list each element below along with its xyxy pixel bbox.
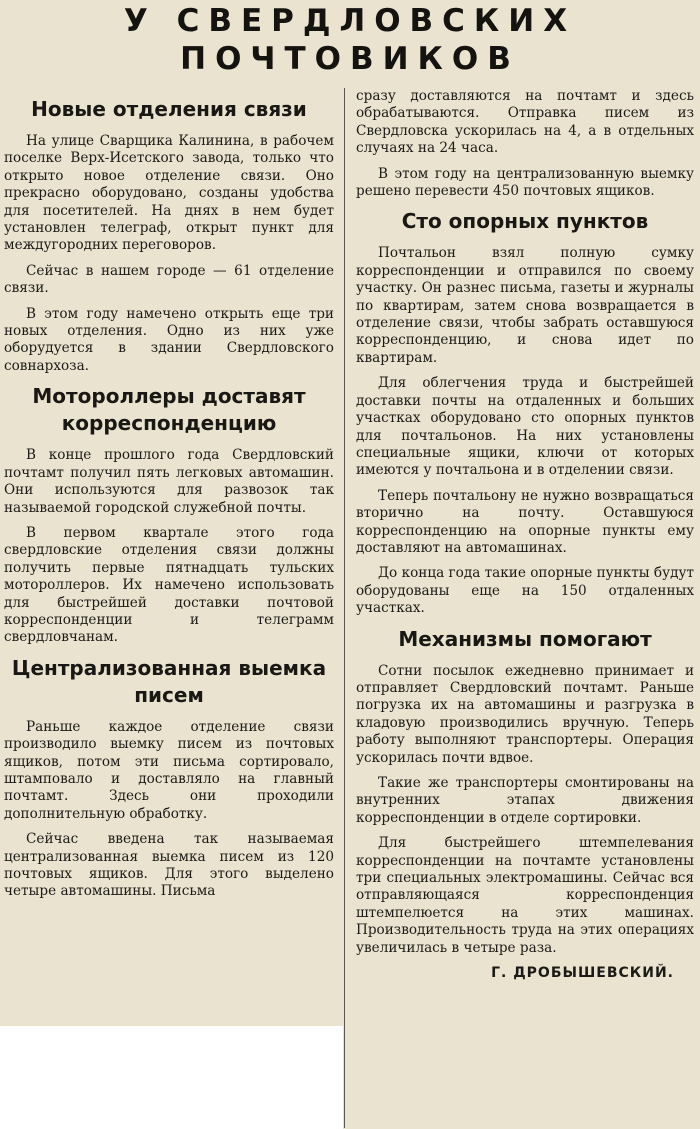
paragraph: Почтальон взял полную сумку корреспонденции и отправился по своему участку. Он разнес письма, газеты и журналы по квартирам, затем снова возвращается в отделение связи, чтобы забрать оставшуюся корреспонденцию, и снова идет по квартирам. (356, 245, 694, 366)
section-heading-support-points: Сто опорных пунктов (401, 209, 649, 234)
paragraph: Такие же транспортеры смонтированы на внутренних этапах движения корреспонденции в отделе сортировки. (356, 775, 694, 826)
clipping-cut-area (0, 1026, 343, 1129)
paragraph: В этом году на централизованную выемку решено перевести 450 почтовых ящиков. (356, 165, 694, 200)
paragraph: В конце прошлого года Свердловский почтамт получил пять легковых автомашин. Они используются для развозок так называемой городской служебной почты. (4, 447, 334, 516)
author-signature: Г. ДРОБЫШЕВСКИЙ. (491, 965, 674, 982)
column-divider (344, 88, 345, 1128)
paragraph: На улице Сварщика Калинина, в рабочем поселке Верх-Исетского завода, только что открыто новое отделение связи. Оно прекрасно оборудовано, созданы удобства для посетителей. На днях в нем будет установлен телеграф, открыт пункт для междугородних переговоров. (4, 133, 334, 254)
page-headline: У СВЕРДЛОВСКИХ ПОЧТОВИКОВ (123, 3, 577, 77)
paragraph: Сотни посылок ежедневно принимает и отправляет Свердловский почтамт. Раньше погрузка их на автомашины и разгрузка в кладовую производились вручную. Теперь работу выполняют транспортеры. Операция ускорилась почти вдвое. (356, 662, 694, 766)
section-heading-centralized-collection: Централизованная выемка писем (11, 655, 327, 707)
paragraph: Сейчас введена так называемая централизованная выемка писем из 120 почтовых ящиков. Для этого выделено четыре автомашины. Письма (4, 831, 334, 900)
paragraph: Раньше каждое отделение связи производило выемку писем из почтовых ящиков, потом эти письма сортировало, штамповало и доставляло на главный почтамт. Здесь они проходили дополнительную обработку. (4, 718, 334, 822)
paragraph: Сейчас в нашем городе — 61 отделение связи. (4, 262, 334, 297)
paragraph: Для облегчения труда и быстрейшей доставки почты на отдаленных и больших участках оборудовано сто опорных пунктов для почтальонов. На них установлены специальные ящики, ключи от которых имеются у почтальона и в отделении связи. (356, 375, 694, 479)
right-column (350, 88, 694, 982)
section-heading-new-offices: Новые отделения связи (31, 97, 307, 121)
paragraph: Для быстрейшего штемпелевания корреспонденции на почтамте установлены три специальных электромашины. Сейчас вся отправляющаяся корреспонденция штемпелюется на этих машинах. Производительность труда на этих операциях увеличилась в четыре раза. (356, 835, 694, 956)
paragraph: До конца года такие опорные пункты будут оборудованы еще на 150 отдаленных участках. (356, 565, 694, 617)
paragraph: В этом году намечено открыть еще три новых отделения. Одно из них уже оборудуется в здании Свердловского совнархоза. (4, 305, 334, 374)
continued-paragraph: сразу доставляются на почтамт и здесь обрабатываются. Отправка писем из Свердловска ускорилась на 4, а в отдельных случаях на 24 часа. (356, 88, 694, 157)
paragraph: Теперь почтальону не нужно возвращаться вторично на почту. Оставшуюся корреспонденцию на опорные пункты ему доставляют на автомашинах. (356, 487, 694, 556)
section-heading-scooters: Мотороллеры доставят корреспонденцию (32, 384, 306, 436)
paragraph: В первом квартале этого года свердловские отделения связи должны получить первые пятнадцать тульских мотороллеров. Их намечено использовать для быстрейшей доставки почтовой корреспонденции и телеграмм свердловчанам. (4, 524, 334, 646)
left-column (4, 88, 340, 909)
section-heading-mechanisms: Механизмы помогают (398, 626, 652, 651)
